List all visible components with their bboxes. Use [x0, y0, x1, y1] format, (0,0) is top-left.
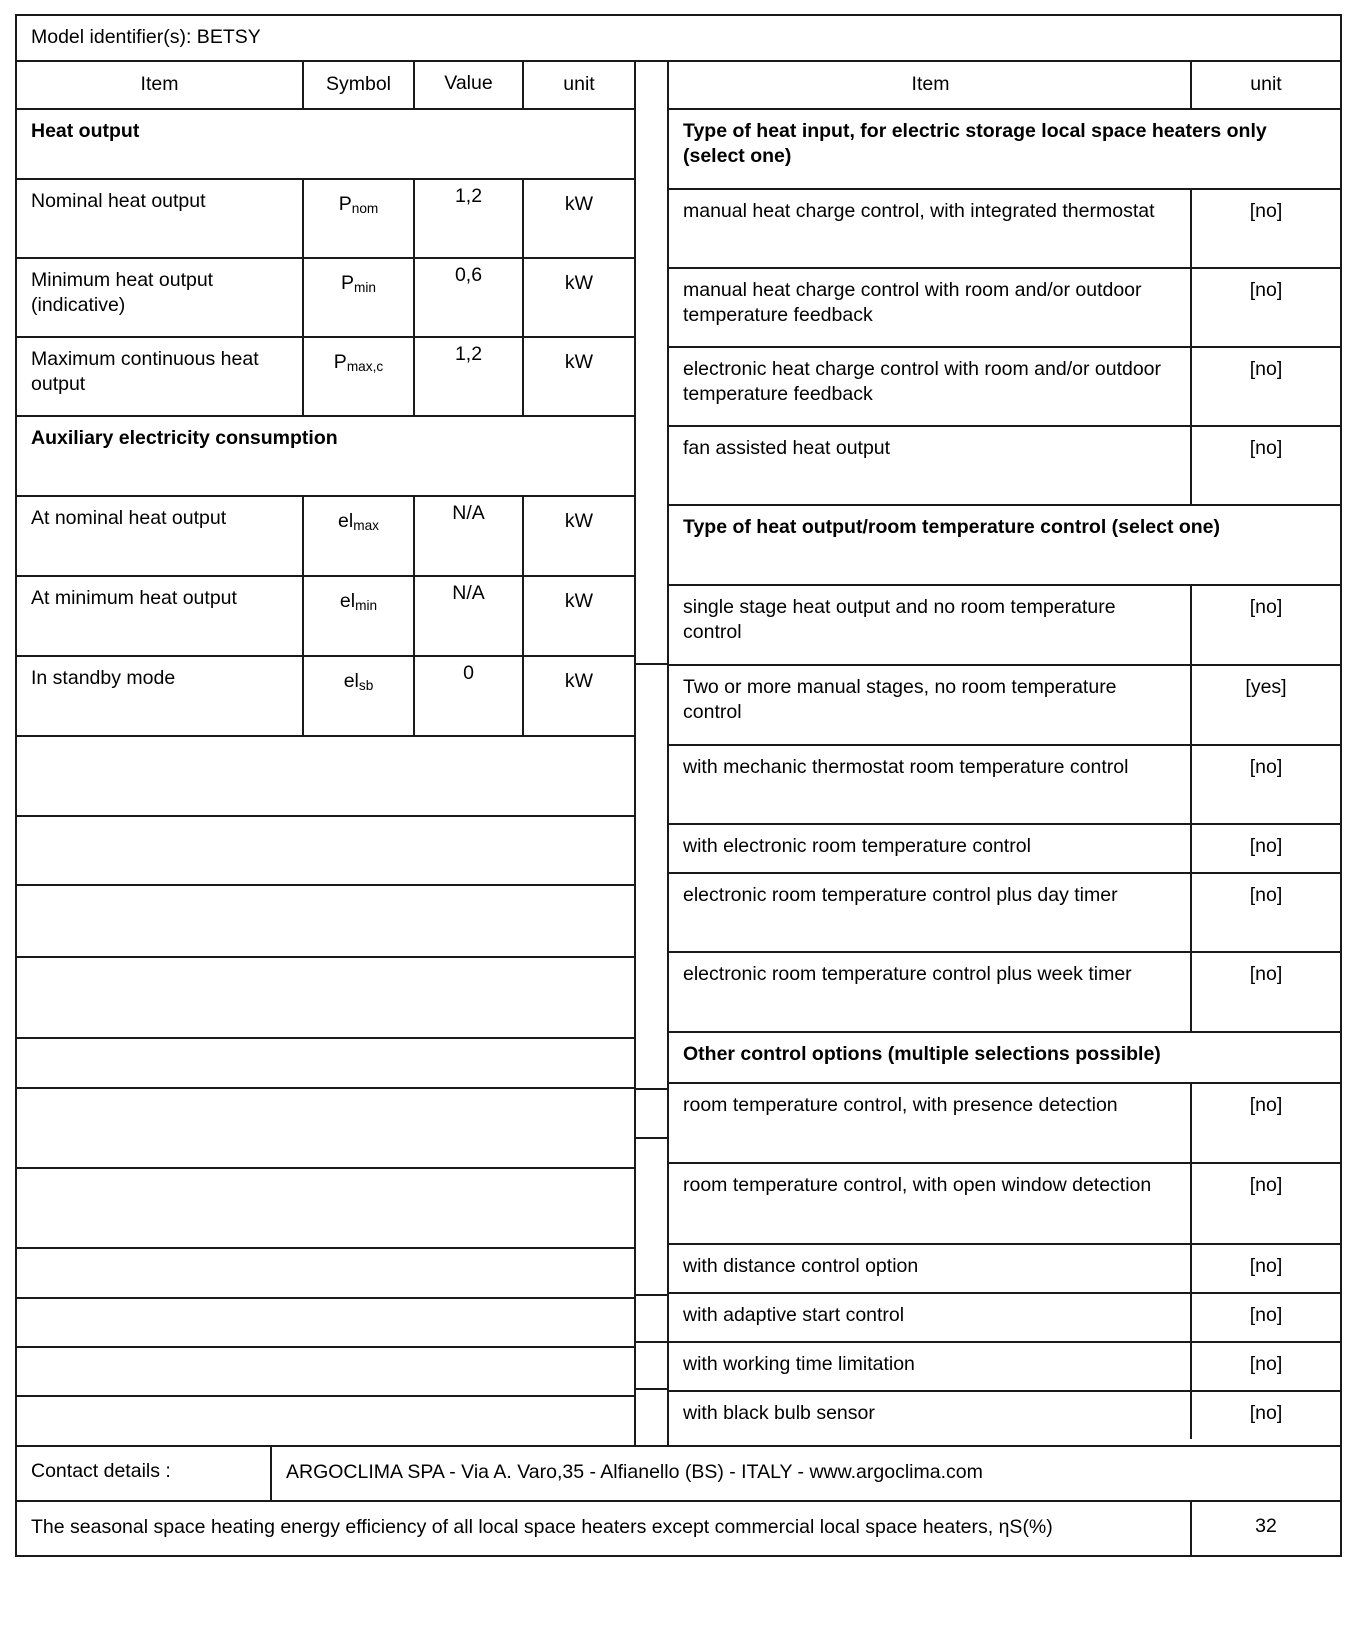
row-nominal-heat-output [17, 180, 634, 259]
section-heat-output-label: Heat output [31, 119, 140, 142]
row-item-label: room temperature control, with presence detection [669, 1084, 1192, 1162]
row-item-label: electronic heat charge control with room and/or outdoor temperature feedback [669, 348, 1192, 425]
section-heat-output-control [669, 506, 1340, 586]
right-col-header-unit: unit [1250, 73, 1282, 96]
row-item-label: In standby mode [17, 657, 304, 735]
row-item-label: Two or more manual stages, no room temperature control [669, 666, 1192, 744]
row-maximum-continuous-heat-output [17, 338, 634, 417]
left-filler-row [17, 958, 634, 1039]
row-item-label: with electronic room temperature control [669, 825, 1192, 872]
row-unit-value: [no] [1249, 755, 1283, 778]
right-table [669, 62, 1340, 1444]
row-unit-value: [no] [1249, 962, 1283, 985]
row-unit-value: [no] [1249, 436, 1283, 459]
row-unit-value: [yes] [1245, 675, 1287, 698]
row-two-or-more-manual-stages [669, 666, 1340, 746]
row-open-window-detection [669, 1164, 1340, 1245]
left-filler-row [17, 1348, 634, 1397]
row-fan-assisted-heat-output [669, 427, 1340, 506]
seasonal-efficiency-value: 32 [1255, 1514, 1277, 1537]
row-unit-value: [no] [1249, 1254, 1283, 1277]
row-item-label: electronic room temperature control plus day timer [669, 874, 1192, 951]
row-at-minimum-heat-output [17, 577, 634, 657]
row-symbol: $el_{sb}$ [304, 657, 415, 735]
section-heat-input-label: Type of heat input, for electric storage local space heaters only (select one) [683, 119, 1267, 168]
row-value: 1,2 [415, 338, 524, 415]
row-symbol: $el_{min}$ [304, 577, 415, 655]
contact-details-row [17, 1447, 1340, 1502]
section-heat-output [17, 110, 634, 180]
left-table [17, 62, 634, 1444]
left-filler-row [17, 1039, 634, 1089]
section-heat-output-control-label: Type of heat output/room temperature control (select one) [683, 515, 1221, 538]
row-electronic-control-plus-week-timer [669, 953, 1340, 1033]
row-item-label: electronic room temperature control plus week timer [669, 953, 1192, 1031]
row-unit-value: [no] [1249, 1173, 1283, 1196]
row-value: 0,6 [415, 259, 524, 336]
row-unit: kW [564, 271, 594, 294]
row-unit-value: [no] [1249, 199, 1283, 222]
section-auxiliary-electricity [17, 417, 634, 497]
row-value: 0 [415, 657, 524, 735]
row-unit: kW [564, 509, 594, 532]
row-distance-control-option [669, 1245, 1340, 1294]
model-identifier-label: Model identifier(s): BETSY [31, 26, 261, 48]
left-header-row [17, 62, 634, 109]
row-single-stage-no-room-control [669, 586, 1340, 666]
section-heat-input [669, 110, 1340, 190]
left-col-header-symbol: Symbol [304, 62, 415, 107]
seasonal-efficiency-row [17, 1502, 1340, 1555]
right-header-row [669, 62, 1340, 109]
row-electronic-heat-charge-temperature-feedback [669, 348, 1340, 427]
left-col-header-value: Value [415, 62, 524, 107]
row-symbol: $P_{max,c}$ [304, 338, 415, 415]
row-unit-value: [no] [1249, 1093, 1283, 1116]
row-manual-heat-charge-integrated-thermostat [669, 190, 1340, 269]
row-unit-value: [no] [1249, 1352, 1283, 1375]
row-adaptive-start-control [669, 1294, 1340, 1343]
left-filler-row [17, 1089, 634, 1169]
left-filler-row [17, 1169, 634, 1249]
row-item-label: manual heat charge control, with integrated thermostat [669, 190, 1192, 267]
left-col-header-item: Item [17, 62, 304, 107]
row-item-label: Maximum continuous heat output [17, 338, 304, 415]
row-unit: kW [564, 192, 594, 215]
section-other-control-options [669, 1033, 1340, 1084]
contact-details-value: ARGOCLIMA SPA - Via A. Varo,35 - Alfianello (BS) - ITALY - www.argoclima.com [286, 1460, 983, 1483]
table-body [17, 62, 1340, 1446]
row-item-label: with adaptive start control [669, 1294, 1192, 1341]
seasonal-efficiency-label: The seasonal space heating energy efficiency of all local space heaters except commercial local space heaters, ηS(%) [17, 1502, 1192, 1555]
row-value: 1,2 [415, 180, 524, 257]
row-minimum-heat-output [17, 259, 634, 338]
row-unit: kW [564, 589, 594, 612]
row-item-label: single stage heat output and no room temperature control [669, 586, 1192, 664]
left-filler-row [17, 1299, 634, 1348]
row-mechanic-thermostat-control [669, 746, 1340, 825]
left-filler-row [17, 817, 634, 886]
row-unit: kW [564, 669, 594, 692]
row-item-label: manual heat charge control with room and/or outdoor temperature feedback [669, 269, 1192, 346]
right-col-header-item: Item [669, 62, 1192, 107]
row-black-bulb-sensor [669, 1392, 1340, 1439]
row-item-label: with mechanic thermostat room temperature control [669, 746, 1192, 823]
row-unit-value: [no] [1249, 883, 1283, 906]
row-item-label: with black bulb sensor [669, 1392, 1192, 1439]
row-at-nominal-heat-output [17, 497, 634, 577]
row-electronic-room-temperature-control [669, 825, 1340, 874]
section-auxiliary-label: Auxiliary electricity consumption [31, 426, 338, 449]
row-item-label: fan assisted heat output [669, 427, 1192, 504]
section-other-options-label: Other control options (multiple selections possible) [683, 1042, 1161, 1065]
model-identifier-row [17, 16, 1340, 62]
row-unit-value: [no] [1249, 357, 1283, 380]
row-value: N/A [415, 577, 524, 655]
row-unit-value: [no] [1249, 278, 1283, 301]
row-item-label: with working time limitation [669, 1343, 1192, 1390]
row-unit-value: [no] [1249, 1303, 1283, 1326]
row-item-label: with distance control option [669, 1245, 1192, 1292]
left-col-header-unit: unit [563, 73, 595, 96]
contact-details-label: Contact details : [17, 1447, 272, 1500]
row-in-standby-mode [17, 657, 634, 737]
row-manual-heat-charge-temperature-feedback [669, 269, 1340, 348]
row-electronic-control-plus-day-timer [669, 874, 1340, 953]
row-unit-value: [no] [1249, 595, 1283, 618]
row-symbol: $P_{nom}$ [304, 180, 415, 257]
row-unit-value: [no] [1249, 1401, 1283, 1424]
row-symbol: $el_{max}$ [304, 497, 415, 575]
center-gutter [634, 62, 669, 1444]
row-value: N/A [415, 497, 524, 575]
row-item-label: room temperature control, with open window detection [669, 1164, 1192, 1243]
row-unit-value: [no] [1249, 834, 1283, 857]
row-item-label: At minimum heat output [17, 577, 304, 655]
row-item-label: At nominal heat output [17, 497, 304, 575]
row-unit: kW [564, 350, 594, 373]
row-item-label: Minimum heat output (indicative) [17, 259, 304, 336]
row-presence-detection [669, 1084, 1340, 1164]
row-working-time-limitation [669, 1343, 1340, 1392]
energy-label-table [15, 14, 1342, 1557]
row-item-label: Nominal heat output [17, 180, 304, 257]
left-filler-row [17, 886, 634, 958]
left-filler-row [17, 737, 634, 817]
row-symbol: $P_{min}$ [304, 259, 415, 336]
left-filler-row [17, 1249, 634, 1299]
left-filler-row [17, 1397, 634, 1445]
